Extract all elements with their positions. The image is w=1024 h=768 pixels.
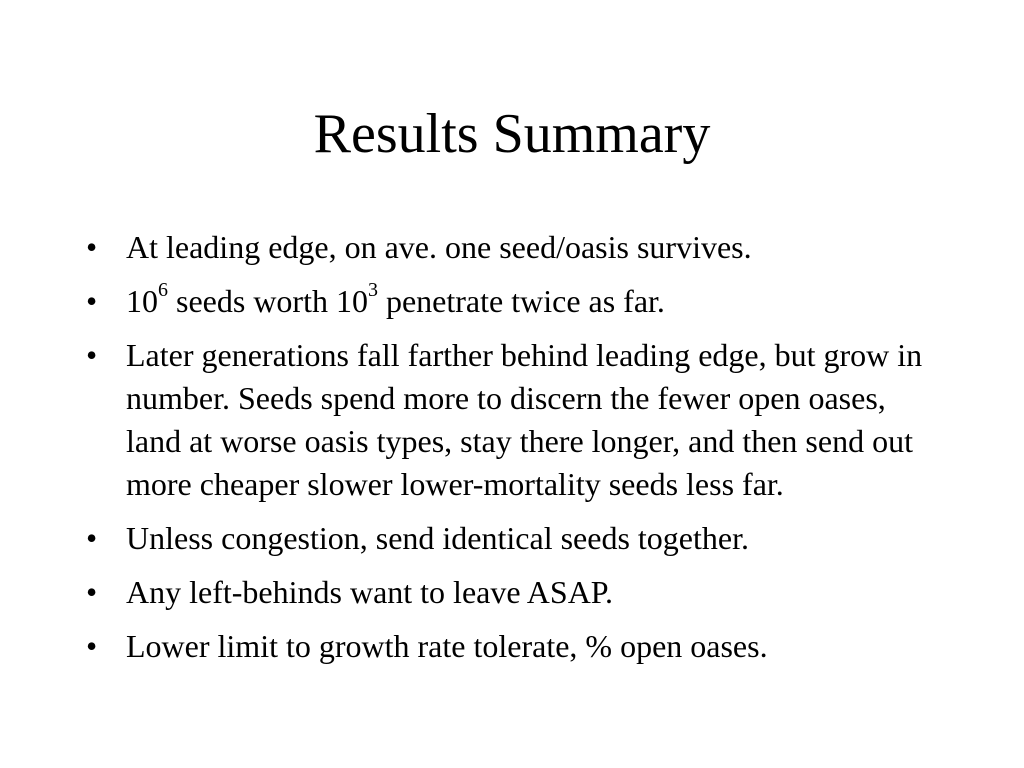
bullet-text bbox=[126, 628, 768, 664]
bullet-text bbox=[126, 279, 665, 319]
slide-title: Results Summary bbox=[313, 103, 711, 165]
bullet-marker: • bbox=[86, 574, 98, 610]
bullet-text bbox=[126, 520, 749, 556]
bullet-item bbox=[86, 280, 946, 323]
bullet-marker: • bbox=[86, 283, 98, 319]
bullet-text-segment: seeds worth 10 bbox=[168, 283, 368, 319]
bullet-list bbox=[86, 226, 946, 679]
bullet-text-segment: Any left-behinds want to leave ASAP. bbox=[126, 574, 614, 610]
bullet-item bbox=[86, 571, 946, 614]
bullet-item bbox=[86, 625, 946, 668]
bullet-text-segment: penetrate twice as far. bbox=[377, 283, 665, 319]
bullet-text bbox=[126, 229, 752, 265]
bullet-text-segment: 10 bbox=[126, 283, 158, 319]
superscript-exponent: 3 bbox=[367, 279, 378, 302]
bullet-item bbox=[86, 226, 946, 269]
bullet-marker: • bbox=[86, 337, 98, 373]
bullet-marker: • bbox=[86, 520, 98, 556]
bullet-item bbox=[86, 334, 946, 506]
bullet-text bbox=[126, 337, 922, 502]
bullet-item bbox=[86, 517, 946, 560]
bullet-text bbox=[126, 574, 613, 610]
bullet-marker: • bbox=[86, 229, 98, 265]
bullet-text-segment: At leading edge, on ave. one seed/oasis survives. bbox=[126, 229, 752, 265]
bullet-text-segment: Later generations fall farther behind leading edge, but grow in number. Seeds spend more to discern the fewer open oases, land at worse oasis types, stay there longer, and then send out more cheaper slower lower-mortality seeds less far. bbox=[126, 337, 923, 502]
bullet-text-segment: Unless congestion, send identical seeds together. bbox=[126, 520, 749, 556]
superscript-exponent: 6 bbox=[158, 279, 168, 302]
bullet-marker: • bbox=[86, 628, 98, 664]
bullet-text-segment: Lower limit to growth rate tolerate, % open oases. bbox=[126, 628, 768, 664]
